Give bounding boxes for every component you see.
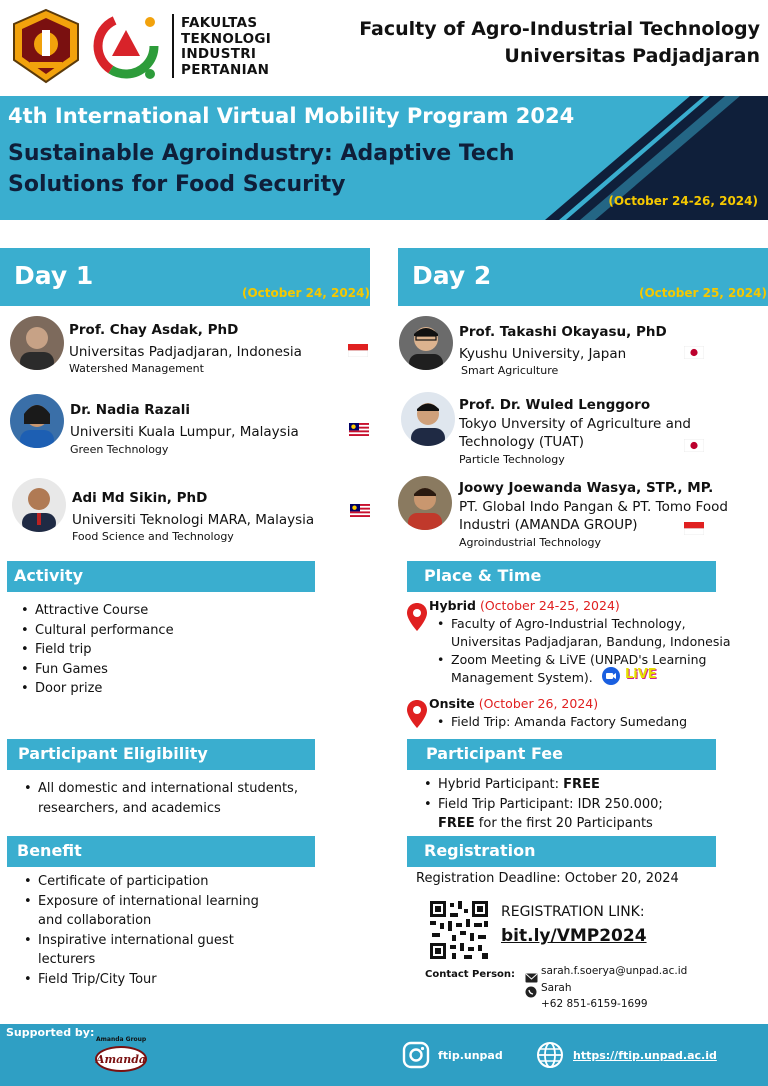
japan-flag-icon	[684, 437, 704, 450]
list-item: • Exposure of international learning and collaboration	[24, 892, 324, 931]
speaker-name: Dr. Nadia Razali	[70, 402, 191, 418]
registration-title: Registration	[424, 841, 536, 860]
registration-link-label: REGISTRATION LINK:	[501, 904, 645, 920]
day2-title: Day 2	[412, 261, 492, 290]
unpad-seal-logo	[8, 8, 84, 84]
speaker-photo	[398, 476, 452, 530]
contact-phone[interactable]: +62 851-6159-1699	[541, 998, 648, 1010]
event-dates: (October 24-26, 2024)	[608, 194, 758, 208]
fee-list	[424, 775, 744, 834]
list-item: • Field Trip/City Tour	[24, 970, 324, 990]
japan-flag-icon	[684, 344, 704, 357]
day1-date: (October 24, 2024)	[242, 286, 370, 300]
speaker-photo	[12, 478, 66, 532]
benefit-list	[24, 872, 324, 989]
amanda-logo: Amanda	[95, 1046, 147, 1072]
place-time-title: Place & Time	[424, 566, 542, 585]
list-item: • Certificate of participation	[24, 872, 324, 892]
speaker-field: Green Technology	[70, 443, 169, 456]
speaker-name: Joowy Joewanda Wasya, STP., MP.	[459, 480, 714, 496]
speaker-affiliation: PT. Global Indo Pangan & PT. Tomo Food Industri (AMANDA GROUP)	[459, 499, 728, 533]
speaker-name: Prof. Dr. Wuled Lenggoro	[459, 397, 651, 413]
speaker-affiliation: Universiti Kuala Lumpur, Malaysia	[70, 424, 299, 440]
activity-list	[21, 601, 321, 699]
contact-email[interactable]: sarah.f.soerya@unpad.ac.id	[541, 965, 688, 977]
onsite-list	[437, 713, 749, 731]
list-item: • Hybrid Participant: FREE	[424, 775, 744, 795]
logo-divider	[172, 14, 174, 78]
event-title: 4th International Virtual Mobility Program 2024	[8, 104, 575, 128]
speaker-field: Watershed Management	[69, 362, 204, 375]
indonesia-flag-icon	[684, 520, 704, 533]
speaker-name: Prof. Takashi Okayasu, PhD	[459, 324, 667, 340]
list-item: • Field trip	[21, 640, 321, 660]
location-pin-icon	[406, 602, 428, 632]
list-item: • Attractive Course	[21, 601, 321, 621]
contact-label: Contact Person:	[425, 969, 516, 980]
event-subtitle: Sustainable Agroindustry: Adaptive Tech Solutions for Food Security	[8, 141, 515, 197]
registration-link[interactable]: bit.ly/VMP2024	[501, 926, 647, 946]
speaker-field: Agroindustrial Technology	[459, 536, 602, 549]
supported-by-label: Supported by:	[6, 1026, 95, 1039]
speaker-field: Smart Agriculture	[461, 364, 559, 377]
list-item: • Cultural performance	[21, 621, 321, 641]
contact-name: Sarah	[541, 982, 572, 994]
qr-code[interactable]	[428, 899, 490, 961]
speaker-photo	[399, 316, 453, 370]
speaker-field: Particle Technology	[459, 453, 565, 466]
instagram-icon[interactable]	[402, 1041, 430, 1069]
day1-title: Day 1	[14, 261, 94, 290]
sponsor-small-text: Amanda Group	[96, 1036, 147, 1043]
list-item: • Zoom Meeting & LiVE (UNPAD's Learning Management System).	[437, 651, 749, 687]
speaker-affiliation: Kyushu University, Japan	[459, 346, 627, 362]
globe-icon[interactable]	[536, 1041, 564, 1069]
location-pin-icon	[406, 699, 428, 729]
list-item: • Fun Games	[21, 660, 321, 680]
list-item: • Door prize	[21, 679, 321, 699]
hybrid-list	[437, 615, 749, 687]
list-item: • Field Trip Participant: IDR 250.000; FREE for the first 20 Participants	[424, 795, 744, 834]
list-item: • Inspirative international guest lecturers	[24, 931, 324, 970]
speaker-name: Adi Md Sikin, PhD	[72, 490, 208, 506]
zoom-icon	[602, 667, 620, 685]
speaker-photo	[10, 394, 64, 448]
list-item: • Field Trip: Amanda Factory Sumedang	[437, 713, 749, 731]
list-item: • Faculty of Agro-Industrial Technology, Universitas Padjadjaran, Bandung, Indonesia	[437, 615, 749, 651]
speaker-name: Prof. Chay Asdak, PhD	[69, 322, 239, 338]
eligibility-list	[24, 779, 334, 818]
day2-date: (October 25, 2024)	[639, 286, 767, 300]
website-link[interactable]: https://ftip.unpad.ac.id	[573, 1049, 717, 1062]
faculty-title: Faculty of Agro-Industrial Technology Universitas Padjadjaran	[359, 18, 760, 67]
live-logo: LiVE	[625, 667, 657, 682]
speaker-affiliation: Tokyo Unversity of Agriculture and Technology (TUAT)	[459, 416, 691, 450]
activity-title: Activity	[14, 566, 83, 585]
list-item: • All domestic and international students, researchers, and academics	[24, 779, 334, 818]
speaker-field: Food Science and Technology	[72, 530, 234, 543]
whatsapp-icon	[525, 983, 537, 995]
benefit-title: Benefit	[17, 841, 82, 860]
instagram-handle[interactable]: ftip.unpad	[438, 1049, 503, 1062]
speaker-photo	[401, 392, 455, 446]
onsite-heading: Onsite (October 26, 2024)	[429, 696, 599, 711]
indonesia-flag-icon	[348, 342, 368, 355]
malaysia-flag-icon	[350, 502, 370, 515]
malaysia-flag-icon	[349, 421, 369, 434]
speaker-affiliation: Universitas Padjadjaran, Indonesia	[69, 344, 302, 360]
eligibility-title: Participant Eligibility	[18, 744, 208, 763]
speaker-photo	[10, 316, 64, 370]
email-icon	[525, 968, 538, 978]
speaker-affiliation: Universiti Teknologi MARA, Malaysia	[72, 512, 315, 528]
ftip-logo-text: FAKULTAS TEKNOLOGI INDUSTRI PERTANIAN	[181, 15, 272, 78]
hybrid-heading: Hybrid (October 24-25, 2024)	[429, 598, 620, 613]
fee-title: Participant Fee	[426, 744, 563, 763]
ftip-logo	[88, 8, 164, 84]
registration-deadline: Registration Deadline: October 20, 2024	[416, 871, 679, 886]
